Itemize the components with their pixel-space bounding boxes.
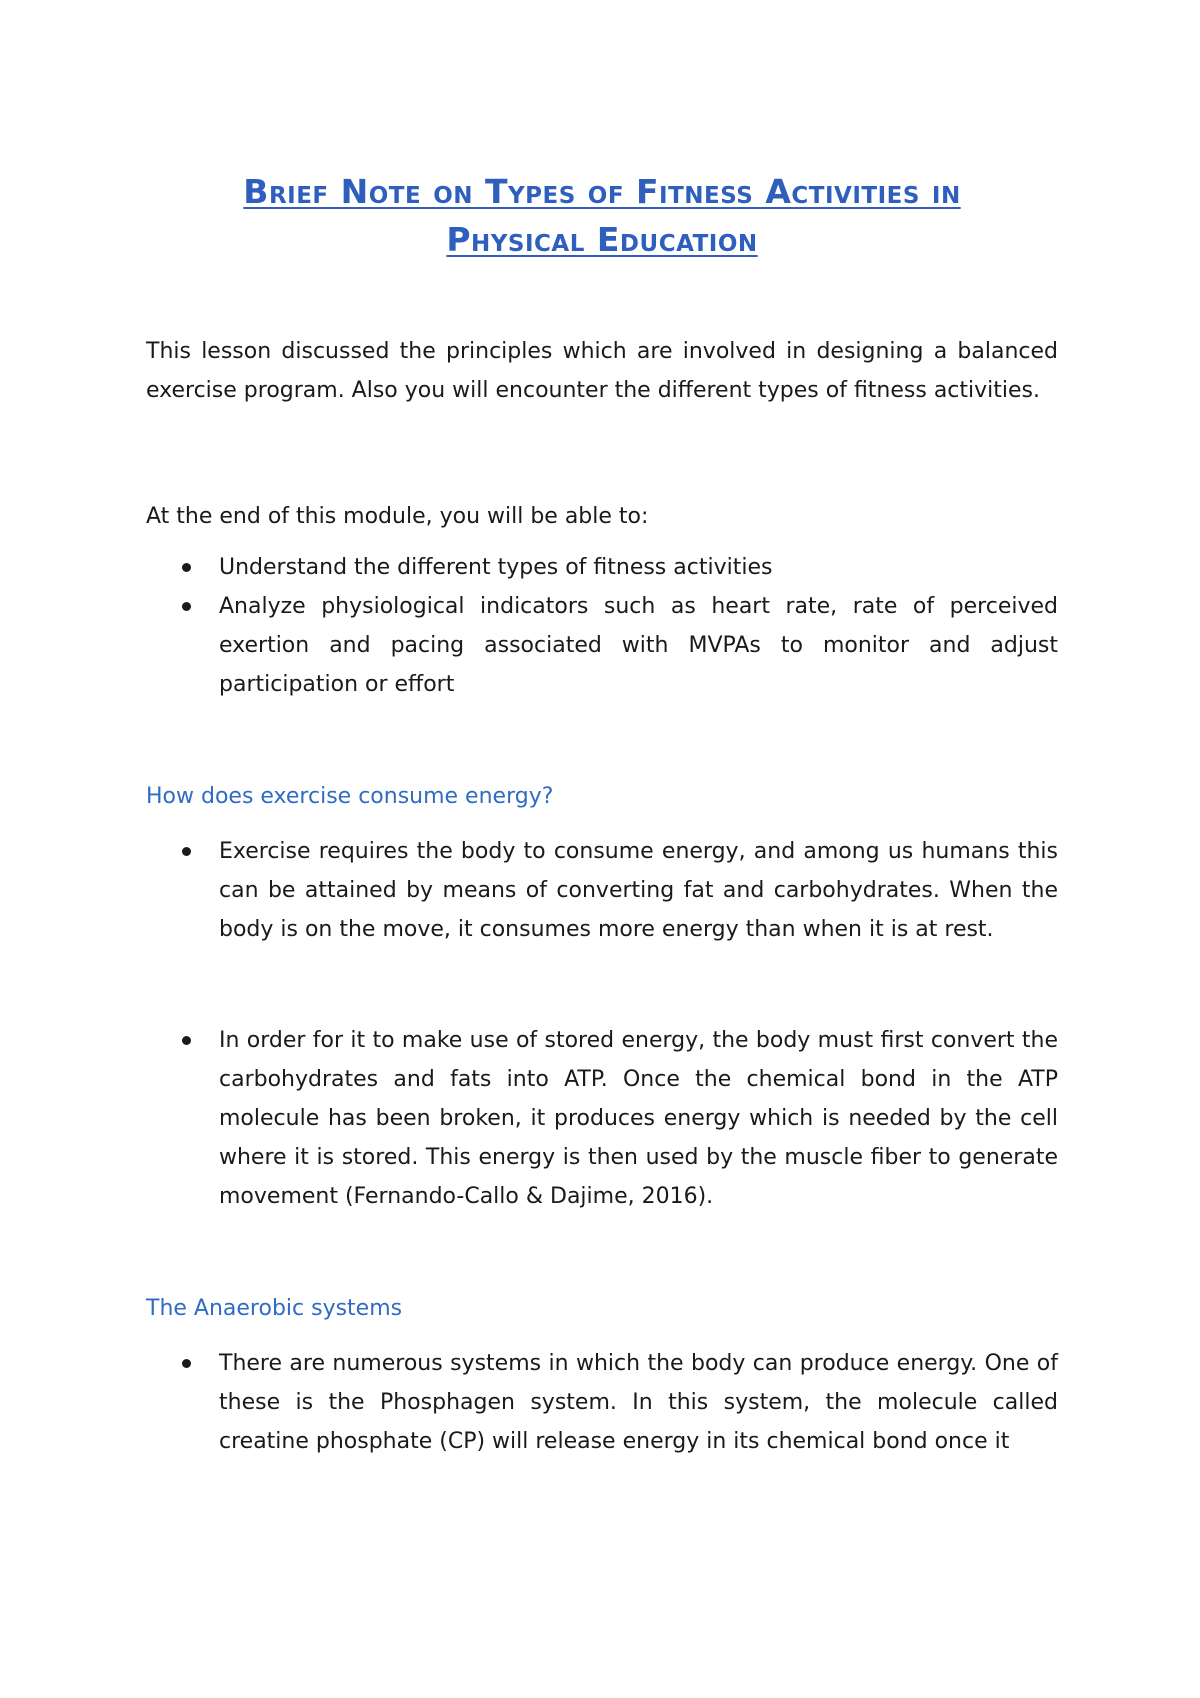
section-heading-anaerobic: The Anaerobic systems — [146, 1296, 403, 1321]
bullet-icon — [182, 1036, 191, 1045]
bullet-icon — [182, 847, 191, 856]
list-item-text: There are numerous systems in which the body can produce energy. One of these is the Phosphagen system. In this system, the molecule called creatine phosphate (CP) will release energy in its chemical bond once it — [219, 1351, 1058, 1454]
bullet-icon — [182, 1359, 191, 1368]
document-page — [146, 0, 1058, 1461]
energy-list-continued — [146, 1021, 1058, 1216]
list-item-text: Understand the different types of fitness activities — [219, 555, 773, 580]
list-item-text: Exercise requires the body to consume energy, and among us humans this can be attained by means of converting fat and carbohydrates. When the body is on the move, it consumes more energy than when it is at rest. — [219, 839, 1058, 942]
list-item — [146, 587, 1058, 704]
objectives-lead: At the end of this module, you will be able to: — [146, 504, 649, 529]
bullet-icon — [182, 602, 191, 611]
title-line-2: Physical Education — [446, 220, 758, 259]
list-item-text: Analyze physiological indicators such as heart rate, rate of perceived exertion and pacing associated with MVPAs to monitor and adjust participation or effort — [219, 594, 1058, 697]
title-line-1: Brief Note on Types of Fitness Activities in — [243, 172, 961, 211]
document-title — [146, 168, 1058, 264]
list-item — [146, 1021, 1058, 1216]
energy-list — [146, 832, 1058, 949]
objectives-list — [146, 548, 1058, 704]
list-item — [146, 1344, 1058, 1461]
section-heading-energy: How does exercise consume energy? — [146, 784, 554, 809]
list-item — [146, 832, 1058, 949]
anaerobic-list — [146, 1344, 1058, 1461]
list-item-text: In order for it to make use of stored energy, the body must first convert the carbohydrates and fats into ATP. Once the chemical bond in the ATP molecule has been broken, it produces energy which is needed by the cell where it is stored. This energy is then used by the muscle fiber to generate movement (Fernando-Callo & Dajime, 2016). — [219, 1028, 1058, 1209]
list-item — [146, 548, 1058, 587]
intro-paragraph: This lesson discussed the principles which are involved in designing a balanced exercise program. Also you will encounter the different types of fitness activities. — [146, 339, 1058, 403]
bullet-icon — [182, 563, 191, 572]
